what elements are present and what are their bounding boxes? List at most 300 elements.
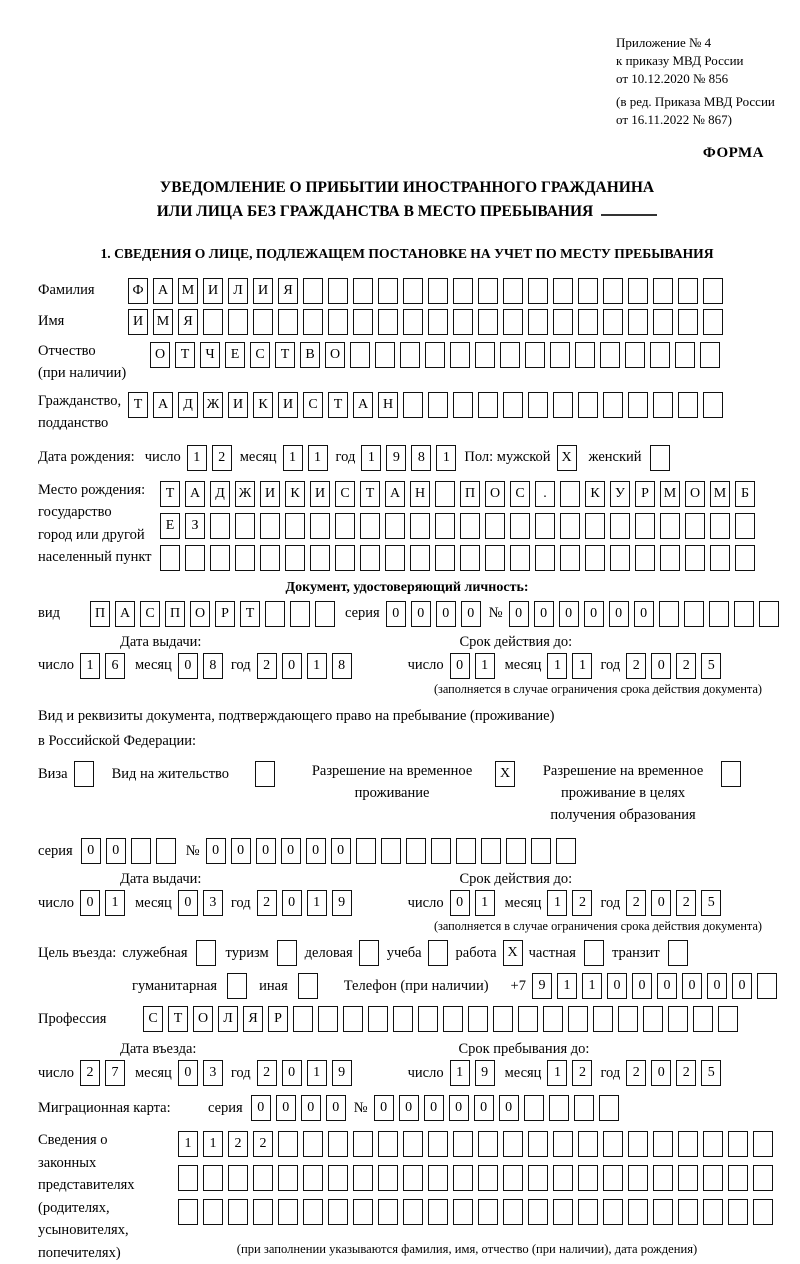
char-cell: 2 — [626, 653, 646, 679]
char-cell — [503, 1131, 523, 1157]
char-cell — [578, 309, 598, 335]
char-cell — [693, 1006, 713, 1032]
birth-place-labels: Место рождения: государство город или другой населенный пункт — [38, 481, 152, 566]
char-cell — [718, 1006, 738, 1032]
char-cell — [428, 309, 448, 335]
passport-series-cells — [386, 601, 481, 627]
char-cell — [403, 1131, 423, 1157]
char-cell: К — [285, 481, 305, 507]
entry-year — [257, 1060, 352, 1086]
char-cell: Ж — [235, 481, 255, 507]
annex-line: Приложение № 4 — [616, 35, 712, 50]
validity-footnote: (заполняется в случае ограничения срока действия документа) — [433, 681, 762, 696]
char-cell: 8 — [411, 445, 431, 471]
residence-valid-year — [626, 890, 721, 916]
char-cell: О — [485, 481, 505, 507]
char-cell: А — [153, 392, 173, 418]
edition-line: (в ред. Приказа МВД России — [616, 93, 775, 109]
purpose-work-checkbox: X — [503, 940, 523, 966]
char-cell — [528, 1199, 548, 1225]
year-label: год — [600, 1064, 621, 1081]
char-cell — [503, 1165, 523, 1191]
char-cell: Л — [228, 278, 248, 304]
char-cell — [703, 309, 723, 335]
char-cell — [278, 1131, 298, 1157]
day-label: число — [38, 894, 74, 911]
purpose-study-label: учеба — [386, 944, 422, 961]
char-cell: 0 — [80, 890, 100, 916]
annex-line: от 10.12.2020 № 856 — [616, 71, 729, 87]
char-cell: 2 — [676, 1060, 696, 1086]
annex-reference — [616, 34, 776, 129]
char-cell — [478, 1199, 498, 1225]
char-cell: Т — [328, 392, 348, 418]
char-cell: 1 — [203, 1131, 223, 1157]
char-cell — [653, 278, 673, 304]
identity-doc-heading: Документ, удостоверяющий личность: — [285, 579, 529, 595]
char-cell: 0 — [651, 1060, 671, 1086]
purpose-humanitarian-label: гуманитарная — [132, 977, 218, 994]
char-cell — [428, 1199, 448, 1225]
char-cell — [709, 601, 729, 627]
char-cell: К — [585, 481, 605, 507]
char-cell — [625, 342, 645, 368]
char-cell — [260, 545, 280, 571]
char-cell: Р — [635, 481, 655, 507]
entry-date-label: Дата въезда: — [120, 1041, 197, 1058]
purpose-tourism-checkbox — [277, 940, 297, 966]
char-cell — [310, 513, 330, 539]
char-cell: 5 — [701, 653, 721, 679]
passport-issue-month — [178, 653, 223, 679]
char-cell — [428, 392, 448, 418]
char-cell: Д — [178, 392, 198, 418]
char-cell: 0 — [106, 838, 126, 864]
char-cell — [603, 278, 623, 304]
char-cell: 1 — [187, 445, 207, 471]
char-cell — [343, 1006, 363, 1032]
char-cell — [460, 513, 480, 539]
char-cell: М — [153, 309, 173, 335]
char-cell — [650, 342, 670, 368]
char-cell: 5 — [701, 890, 721, 916]
char-cell: О — [193, 1006, 213, 1032]
char-cell: Е — [225, 342, 245, 368]
char-cell — [318, 1006, 338, 1032]
representatives-cells-1 — [178, 1131, 773, 1157]
char-cell: 1 — [283, 445, 303, 471]
char-cell: И — [278, 392, 298, 418]
char-cell: 1 — [547, 890, 567, 916]
char-cell — [353, 1131, 373, 1157]
temp-residence-education-label: Разрешение на временное проживание в целях получения образования — [542, 763, 704, 823]
char-cell: 0 — [436, 601, 456, 627]
char-cell: 0 — [326, 1095, 346, 1121]
char-cell: Р — [215, 601, 235, 627]
char-cell — [353, 309, 373, 335]
char-cell — [478, 278, 498, 304]
char-cell: С — [303, 392, 323, 418]
char-cell: 2 — [572, 1060, 592, 1086]
char-cell — [210, 545, 230, 571]
char-cell — [734, 601, 754, 627]
char-cell: 2 — [80, 1060, 100, 1086]
char-cell — [228, 309, 248, 335]
phone-cells — [532, 973, 777, 999]
char-cell — [315, 601, 335, 627]
char-cell — [410, 545, 430, 571]
phone-prefix: +7 — [510, 977, 526, 994]
purpose-study-checkbox — [428, 940, 448, 966]
char-cell: М — [710, 481, 730, 507]
visa-checkbox — [74, 761, 94, 787]
patronymic-cells — [150, 342, 720, 368]
char-cell — [603, 1131, 623, 1157]
year-label: год — [230, 657, 251, 674]
char-cell — [503, 1199, 523, 1225]
char-cell: О — [325, 342, 345, 368]
char-cell: 0 — [251, 1095, 271, 1121]
char-cell: 0 — [651, 890, 671, 916]
char-cell — [560, 513, 580, 539]
char-cell: 0 — [707, 973, 727, 999]
char-cell: И — [253, 278, 273, 304]
char-cell — [353, 1199, 373, 1225]
passport-number-label: № — [488, 605, 503, 622]
char-cell — [403, 1199, 423, 1225]
char-cell — [235, 545, 255, 571]
stay-month — [547, 1060, 592, 1086]
char-cell: И — [203, 278, 223, 304]
char-cell — [653, 309, 673, 335]
purpose-row-1 — [38, 940, 776, 966]
char-cell: 0 — [607, 973, 627, 999]
purpose-other-checkbox — [298, 973, 318, 999]
char-cell: 0 — [609, 601, 629, 627]
char-cell: 2 — [626, 890, 646, 916]
char-cell: 0 — [301, 1095, 321, 1121]
female-label: женский — [588, 449, 642, 466]
char-cell: 3 — [203, 890, 223, 916]
char-cell: 8 — [203, 653, 223, 679]
char-cell: 1 — [436, 445, 456, 471]
char-cell — [156, 838, 176, 864]
char-cell: М — [178, 278, 198, 304]
migration-series-label: серия — [208, 1099, 243, 1116]
char-cell: 1 — [475, 890, 495, 916]
char-cell: Т — [175, 342, 195, 368]
sex-label: Пол: мужской — [464, 449, 551, 466]
char-cell: 2 — [257, 653, 277, 679]
patronymic-label: Отчество (при наличии) — [38, 342, 127, 382]
purpose-official-checkbox — [196, 940, 216, 966]
passport-issue-day — [80, 653, 125, 679]
char-cell — [360, 513, 380, 539]
char-cell — [549, 1095, 569, 1121]
char-cell — [628, 392, 648, 418]
representatives-cells-2 — [178, 1165, 773, 1191]
char-cell: 0 — [206, 838, 226, 864]
purpose-row-2 — [38, 973, 776, 999]
day-label: число — [144, 449, 181, 466]
char-cell — [660, 513, 680, 539]
representatives-labels: Сведения о законных представителях (родителях, усыновителях, попечителях) — [38, 1132, 135, 1261]
char-cell: 0 — [282, 653, 302, 679]
char-cell — [303, 309, 323, 335]
char-cell — [553, 1131, 573, 1157]
char-cell: 0 — [306, 838, 326, 864]
validity-label: Срок действия до: — [459, 633, 573, 650]
residence-options-row — [38, 761, 776, 826]
char-cell — [653, 1131, 673, 1157]
char-cell — [406, 838, 426, 864]
char-cell — [303, 1131, 323, 1157]
char-cell — [485, 513, 505, 539]
char-cell: 0 — [534, 601, 554, 627]
char-cell — [285, 513, 305, 539]
char-cell: М — [660, 481, 680, 507]
char-cell — [453, 1165, 473, 1191]
day-label: число — [38, 1064, 74, 1081]
char-cell — [385, 513, 405, 539]
char-cell — [635, 545, 655, 571]
char-cell: 0 — [281, 838, 301, 864]
char-cell — [478, 1165, 498, 1191]
char-cell: Н — [410, 481, 430, 507]
char-cell — [478, 392, 498, 418]
char-cell: 1 — [547, 1060, 567, 1086]
char-cell: 0 — [634, 601, 654, 627]
char-cell — [253, 1165, 273, 1191]
char-cell — [410, 513, 430, 539]
char-cell — [628, 309, 648, 335]
residence-series-row — [38, 838, 776, 864]
day-label: число — [407, 657, 444, 674]
char-cell — [603, 392, 623, 418]
char-cell — [528, 392, 548, 418]
char-cell — [700, 342, 720, 368]
char-cell: 0 — [461, 601, 481, 627]
char-cell: О — [190, 601, 210, 627]
char-cell — [210, 513, 230, 539]
char-cell — [385, 545, 405, 571]
form-title — [38, 176, 776, 224]
char-cell — [160, 545, 180, 571]
char-cell — [525, 342, 545, 368]
char-cell — [753, 1199, 773, 1225]
char-cell: 2 — [676, 890, 696, 916]
char-cell: 0 — [449, 1095, 469, 1121]
char-cell — [435, 513, 455, 539]
char-cell — [453, 278, 473, 304]
forma-label: ФОРМА — [702, 144, 764, 161]
char-cell — [203, 1199, 223, 1225]
char-cell: . — [535, 481, 555, 507]
char-cell — [528, 309, 548, 335]
birth-date-row — [38, 445, 776, 471]
purpose-label: Цель въезда: — [38, 944, 117, 961]
char-cell — [435, 481, 455, 507]
char-cell: Е — [160, 513, 180, 539]
char-cell — [303, 1165, 323, 1191]
char-cell — [393, 1006, 413, 1032]
char-cell — [678, 309, 698, 335]
char-cell — [335, 513, 355, 539]
char-cell — [757, 973, 777, 999]
year-label: год — [230, 1064, 251, 1081]
char-cell — [353, 278, 373, 304]
char-cell — [131, 838, 151, 864]
char-cell: 0 — [81, 838, 101, 864]
char-cell: 1 — [557, 973, 577, 999]
char-cell — [578, 1165, 598, 1191]
char-cell — [560, 481, 580, 507]
char-cell: 7 — [105, 1060, 125, 1086]
char-cell — [550, 342, 570, 368]
char-cell — [703, 1131, 723, 1157]
char-cell — [628, 1131, 648, 1157]
char-cell — [381, 838, 401, 864]
char-cell: П — [460, 481, 480, 507]
char-cell — [293, 1006, 313, 1032]
char-cell — [485, 545, 505, 571]
passport-valid-day — [450, 653, 495, 679]
char-cell — [278, 1199, 298, 1225]
char-cell: Т — [360, 481, 380, 507]
char-cell — [599, 1095, 619, 1121]
char-cell: И — [128, 309, 148, 335]
char-cell — [703, 1165, 723, 1191]
char-cell: 1 — [307, 653, 327, 679]
char-cell: Т — [275, 342, 295, 368]
char-cell — [753, 1165, 773, 1191]
residence-series-cells — [81, 838, 176, 864]
char-cell: 0 — [450, 653, 470, 679]
char-cell — [578, 278, 598, 304]
char-cell: 0 — [411, 601, 431, 627]
char-cell — [253, 309, 273, 335]
char-cell — [578, 1131, 598, 1157]
char-cell — [435, 545, 455, 571]
char-cell — [378, 1165, 398, 1191]
char-cell: 0 — [732, 973, 752, 999]
char-cell — [535, 513, 555, 539]
char-cell: А — [185, 481, 205, 507]
char-cell — [328, 309, 348, 335]
residence-doc-line2: в Российской Федерации: — [38, 733, 197, 750]
char-cell — [506, 838, 526, 864]
stay-until-label: Срок пребывания до: — [458, 1041, 590, 1058]
profession-label: Профессия — [38, 1010, 107, 1027]
doc-type-cells — [90, 601, 335, 627]
residence-dates-header — [38, 871, 776, 888]
char-cell — [553, 392, 573, 418]
char-cell — [678, 1165, 698, 1191]
char-cell: 0 — [682, 973, 702, 999]
purpose-humanitarian-checkbox — [227, 973, 247, 999]
char-cell — [653, 392, 673, 418]
char-cell — [400, 342, 420, 368]
char-cell — [553, 309, 573, 335]
char-cell — [603, 1165, 623, 1191]
firstname-cells — [128, 309, 723, 335]
char-cell — [265, 601, 285, 627]
char-cell — [703, 278, 723, 304]
char-cell: К — [253, 392, 273, 418]
char-cell — [453, 309, 473, 335]
char-cell — [203, 1165, 223, 1191]
purpose-transit-label: транзит — [611, 944, 660, 961]
visa-label: Виза — [38, 766, 68, 783]
char-cell: Н — [378, 392, 398, 418]
birth-date-label: Дата рождения: — [38, 449, 135, 466]
char-cell: 2 — [626, 1060, 646, 1086]
birth-year-cells — [361, 445, 456, 471]
representatives-footnote: (при заполнении указываются фамилия, имя, отчество (при наличии), дата рождения) — [236, 1242, 698, 1257]
char-cell — [403, 1165, 423, 1191]
char-cell: 2 — [253, 1131, 273, 1157]
char-cell — [553, 1165, 573, 1191]
char-cell — [431, 838, 451, 864]
char-cell — [668, 1006, 688, 1032]
entry-dates-header — [38, 1041, 776, 1058]
char-cell: И — [260, 481, 280, 507]
residence-permit-label: Вид на жительство — [111, 766, 230, 783]
char-cell — [653, 1165, 673, 1191]
birth-place-row — [38, 479, 776, 571]
char-cell — [510, 545, 530, 571]
migration-number-cells — [374, 1095, 619, 1121]
char-cell — [728, 1165, 748, 1191]
validity-footnote: (заполняется в случае ограничения срока действия документа) — [433, 919, 762, 934]
passport-issue-year — [257, 653, 352, 679]
char-cell: С — [335, 481, 355, 507]
char-cell — [531, 838, 551, 864]
char-cell — [759, 601, 779, 627]
char-cell: 2 — [572, 890, 592, 916]
char-cell — [378, 309, 398, 335]
day-label: число — [38, 657, 74, 674]
citizenship-row — [38, 390, 776, 435]
char-cell: 1 — [105, 890, 125, 916]
char-cell: 9 — [532, 973, 552, 999]
char-cell: 0 — [256, 838, 276, 864]
temp-residence-checkbox: X — [495, 761, 515, 787]
month-label: месяц — [239, 449, 277, 466]
char-cell — [728, 1131, 748, 1157]
residence-number-label: № — [185, 842, 200, 859]
stay-day — [450, 1060, 495, 1086]
purpose-other-label: иная — [259, 977, 288, 994]
char-cell — [178, 1199, 198, 1225]
char-cell — [475, 342, 495, 368]
doc-type-label: вид — [38, 605, 60, 622]
citizenship-label: Гражданство, подданство — [38, 392, 122, 432]
char-cell — [560, 545, 580, 571]
char-cell — [278, 309, 298, 335]
char-cell — [356, 838, 376, 864]
char-cell: 1 — [80, 653, 100, 679]
year-label: год — [230, 894, 251, 911]
char-cell — [618, 1006, 638, 1032]
char-cell — [660, 545, 680, 571]
char-cell: Т — [240, 601, 260, 627]
char-cell — [610, 513, 630, 539]
char-cell — [443, 1006, 463, 1032]
char-cell — [328, 1131, 348, 1157]
char-cell: А — [353, 392, 373, 418]
passport-dates-row — [38, 653, 776, 679]
